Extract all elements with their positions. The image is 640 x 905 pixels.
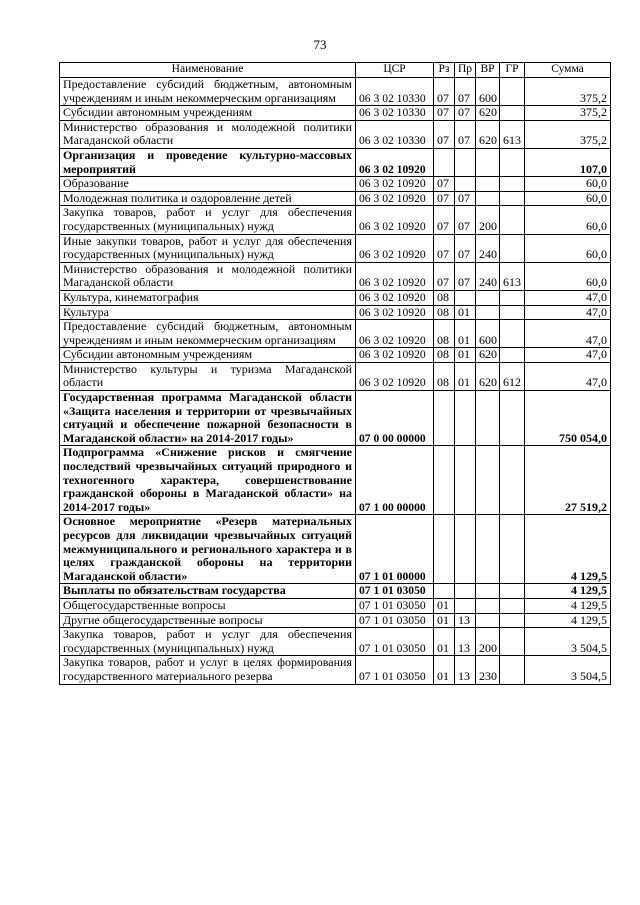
table-row: [60, 148, 611, 176]
row-sum: 60,0: [525, 262, 611, 290]
row-pr: 07: [455, 120, 476, 148]
row-sum: 107,0: [525, 148, 611, 176]
row-rz: 07: [434, 177, 455, 192]
row-pr: 07: [455, 106, 476, 121]
row-vr: 200: [476, 206, 500, 234]
row-sum: 47,0: [525, 290, 611, 305]
row-pr: 07: [455, 191, 476, 206]
row-sum: 47,0: [525, 320, 611, 348]
row-gr: 613: [500, 262, 525, 290]
row-vr: 600: [476, 320, 500, 348]
row-vr: [476, 446, 500, 515]
header-csr: ЦСР: [356, 63, 434, 78]
row-sum: 375,2: [525, 106, 611, 121]
row-gr: [500, 391, 525, 446]
row-csr: 06 3 02 10920: [356, 148, 434, 176]
row-gr: [500, 234, 525, 262]
table-row: [60, 362, 611, 390]
header-gr: ГР: [500, 63, 525, 78]
row-gr: 612: [500, 362, 525, 390]
row-sum: 47,0: [525, 362, 611, 390]
row-sum: 60,0: [525, 206, 611, 234]
row-csr: 07 1 00 00000: [356, 446, 434, 515]
row-name: Закупка товаров, работ и услуг в целях формирования государственного материального резерва: [60, 656, 356, 684]
header-rz: Рз: [434, 63, 455, 78]
table-row: [60, 391, 611, 446]
table-row: [60, 191, 611, 206]
row-sum: 375,2: [525, 120, 611, 148]
row-rz: [434, 446, 455, 515]
table-row: [60, 348, 611, 363]
row-vr: 620: [476, 362, 500, 390]
row-gr: [500, 598, 525, 613]
row-pr: 07: [455, 262, 476, 290]
row-vr: [476, 305, 500, 320]
row-rz: 01: [434, 598, 455, 613]
row-pr: 13: [455, 613, 476, 628]
row-name: Основное мероприятие «Резерв материальных ресурсов для ликвидации чрезвычайных ситуаций межмуниципального и регионального характера и в целях гражданской обороны на территории Магаданской области»: [60, 515, 356, 584]
row-rz: 08: [434, 305, 455, 320]
row-csr: 07 1 01 03050: [356, 656, 434, 684]
row-name: Министерство образования и молодежной политики Магаданской области: [60, 262, 356, 290]
row-rz: 08: [434, 362, 455, 390]
row-vr: 240: [476, 262, 500, 290]
table-row: [60, 584, 611, 599]
row-name: Субсидии автономным учреждениям: [60, 106, 356, 121]
row-gr: [500, 656, 525, 684]
row-csr: 07 1 01 03050: [356, 628, 434, 656]
row-vr: [476, 515, 500, 584]
header-sum: Сумма: [525, 63, 611, 78]
row-rz: 07: [434, 78, 455, 106]
row-rz: 07: [434, 262, 455, 290]
row-gr: 613: [500, 120, 525, 148]
row-gr: [500, 191, 525, 206]
row-gr: [500, 290, 525, 305]
row-name: Другие общегосударственные вопросы: [60, 613, 356, 628]
table-row: [60, 305, 611, 320]
row-vr: 620: [476, 106, 500, 121]
row-sum: 60,0: [525, 177, 611, 192]
row-pr: [455, 515, 476, 584]
row-vr: [476, 148, 500, 176]
row-csr: 07 1 01 03050: [356, 598, 434, 613]
row-name: Субсидии автономным учреждениям: [60, 348, 356, 363]
row-sum: 47,0: [525, 348, 611, 363]
row-csr: 06 3 02 10920: [356, 290, 434, 305]
row-csr: 07 1 01 03050: [356, 584, 434, 599]
row-vr: [476, 391, 500, 446]
row-name: Государственная программа Магаданской области «Защита населения и территории от чрезвычайных ситуаций и обеспечение пожарной безопасности в Магаданской области» на 2014-2017 годы»: [60, 391, 356, 446]
row-vr: [476, 598, 500, 613]
table-row: [60, 598, 611, 613]
row-pr: 07: [455, 206, 476, 234]
budget-table-body: [60, 78, 611, 685]
row-name: Общегосударственные вопросы: [60, 598, 356, 613]
row-vr: [476, 613, 500, 628]
row-name: Организация и проведение культурно-массовых мероприятий: [60, 148, 356, 176]
row-pr: [455, 290, 476, 305]
row-name: Культура, кинематография: [60, 290, 356, 305]
row-name: Предоставление субсидий бюджетным, автономным учреждениям и иным некоммерческим организациям: [60, 78, 356, 106]
row-sum: 60,0: [525, 234, 611, 262]
row-rz: [434, 148, 455, 176]
row-pr: 13: [455, 628, 476, 656]
row-vr: 240: [476, 234, 500, 262]
row-csr: 06 3 02 10330: [356, 106, 434, 121]
row-pr: 13: [455, 656, 476, 684]
row-csr: 06 3 02 10920: [356, 206, 434, 234]
row-csr: 06 3 02 10920: [356, 234, 434, 262]
row-rz: 07: [434, 234, 455, 262]
table-row: [60, 106, 611, 121]
row-rz: 07: [434, 206, 455, 234]
row-rz: 01: [434, 656, 455, 684]
row-gr: [500, 206, 525, 234]
row-vr: 230: [476, 656, 500, 684]
table-row: [60, 206, 611, 234]
header-row: [60, 63, 611, 78]
table-row: [60, 120, 611, 148]
row-sum: 4 129,5: [525, 584, 611, 599]
row-rz: 08: [434, 290, 455, 305]
row-name: Предоставление субсидий бюджетным, автономным учреждениям и иным некоммерческим организациям: [60, 320, 356, 348]
row-name: Выплаты по обязательствам государства: [60, 584, 356, 599]
row-gr: [500, 348, 525, 363]
row-rz: 01: [434, 613, 455, 628]
row-csr: 06 3 02 10330: [356, 120, 434, 148]
row-csr: 06 3 02 10920: [356, 191, 434, 206]
header-vr: ВР: [476, 63, 500, 78]
row-pr: [455, 148, 476, 176]
row-gr: [500, 78, 525, 106]
row-gr: [500, 584, 525, 599]
row-csr: 07 0 00 00000: [356, 391, 434, 446]
row-csr: 06 3 02 10920: [356, 320, 434, 348]
row-pr: 01: [455, 305, 476, 320]
table-row: [60, 613, 611, 628]
table-row: [60, 515, 611, 584]
row-vr: 600: [476, 78, 500, 106]
row-sum: 375,2: [525, 78, 611, 106]
table-row: [60, 177, 611, 192]
row-name: Министерство образования и молодежной политики Магаданской области: [60, 120, 356, 148]
row-rz: 08: [434, 320, 455, 348]
row-gr: [500, 628, 525, 656]
row-gr: [500, 320, 525, 348]
row-sum: 4 129,5: [525, 515, 611, 584]
row-name: Министерство культуры и туризма Магаданской области: [60, 362, 356, 390]
row-gr: [500, 446, 525, 515]
row-sum: 3 504,5: [525, 628, 611, 656]
row-sum: 750 054,0: [525, 391, 611, 446]
table-row: [60, 290, 611, 305]
table-row: [60, 320, 611, 348]
row-sum: 4 129,5: [525, 598, 611, 613]
row-vr: [476, 584, 500, 599]
header-name: Наименование: [60, 63, 356, 78]
row-rz: 01: [434, 628, 455, 656]
row-gr: [500, 515, 525, 584]
row-csr: 07 1 01 03050: [356, 613, 434, 628]
row-name: Молодежная политика и оздоровление детей: [60, 191, 356, 206]
row-pr: 07: [455, 234, 476, 262]
table-row: [60, 262, 611, 290]
header-pr: Пр: [455, 63, 476, 78]
row-vr: [476, 177, 500, 192]
row-rz: 07: [434, 106, 455, 121]
row-csr: 06 3 02 10920: [356, 177, 434, 192]
table-row: [60, 656, 611, 684]
table-row: [60, 234, 611, 262]
row-pr: 01: [455, 348, 476, 363]
row-name: Закупка товаров, работ и услуг для обеспечения государственных (муниципальных) нужд: [60, 206, 356, 234]
row-csr: 07 1 01 00000: [356, 515, 434, 584]
row-csr: 06 3 02 10920: [356, 362, 434, 390]
row-pr: [455, 598, 476, 613]
row-pr: 07: [455, 78, 476, 106]
row-rz: 08: [434, 348, 455, 363]
row-gr: [500, 613, 525, 628]
row-name: Подпрограмма «Снижение рисков и смягчение последствий чрезвычайных ситуаций природного и техногенного характера, совершенствование гражданской обороны в Магаданской области» на 2014-2017 годы»: [60, 446, 356, 515]
row-rz: [434, 391, 455, 446]
row-name: Образование: [60, 177, 356, 192]
table-row: [60, 446, 611, 515]
row-vr: [476, 290, 500, 305]
row-pr: [455, 177, 476, 192]
row-rz: [434, 515, 455, 584]
row-sum: 60,0: [525, 191, 611, 206]
row-rz: 07: [434, 120, 455, 148]
table-row: [60, 628, 611, 656]
row-rz: [434, 584, 455, 599]
row-sum: 27 519,2: [525, 446, 611, 515]
row-name: Иные закупки товаров, работ и услуг для обеспечения государственных (муниципальных) нужд: [60, 234, 356, 262]
row-pr: [455, 584, 476, 599]
row-sum: 3 504,5: [525, 656, 611, 684]
row-pr: [455, 446, 476, 515]
row-name: Закупка товаров, работ и услуг для обеспечения государственных (муниципальных) нужд: [60, 628, 356, 656]
row-vr: 620: [476, 120, 500, 148]
row-pr: [455, 391, 476, 446]
page-number: 73: [313, 37, 327, 52]
row-gr: [500, 305, 525, 320]
budget-table: [59, 62, 611, 685]
row-csr: 06 3 02 10330: [356, 78, 434, 106]
row-csr: 06 3 02 10920: [356, 348, 434, 363]
row-csr: 06 3 02 10920: [356, 262, 434, 290]
row-rz: 07: [434, 191, 455, 206]
table-row: [60, 78, 611, 106]
row-gr: [500, 148, 525, 176]
row-vr: 200: [476, 628, 500, 656]
row-sum: 47,0: [525, 305, 611, 320]
row-gr: [500, 177, 525, 192]
row-pr: 01: [455, 320, 476, 348]
row-csr: 06 3 02 10920: [356, 305, 434, 320]
row-name: Культура: [60, 305, 356, 320]
row-vr: [476, 191, 500, 206]
row-pr: 01: [455, 362, 476, 390]
row-vr: 620: [476, 348, 500, 363]
row-sum: 4 129,5: [525, 613, 611, 628]
row-gr: [500, 106, 525, 121]
